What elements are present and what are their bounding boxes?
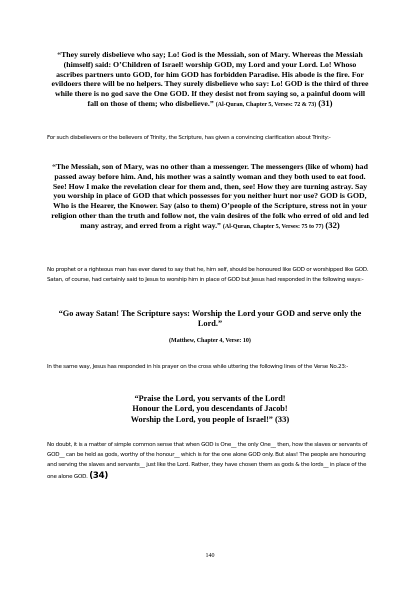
paragraph-text: No doubt, it is a matter of simple common sense that when GOD is One__ the only One__ then, how the slaves or servants of GOD__ can be held as gods, worthy of the honour__ which is for the one alone GOD only. But alas! The people are honouring and serving the slaves and servants__ just like the Lord. Rather, they have chosen them as gods & the lords__ in place of the one alone GOD. (47, 442, 368, 480)
psalm-verse-23 (50, 394, 370, 426)
matthew-quote (50, 309, 370, 347)
quote-citation: (Al-Quran, Chapter 5, Verses: 75 to 77) (222, 223, 324, 230)
page-number: 140 (205, 553, 215, 559)
reference-number: (31) (318, 97, 333, 108)
reference-number: (34) (89, 470, 109, 481)
quote-text: “Go away Satan! The Scripture says: Worship the Lord your GOD and serve only the Lord.” (58, 309, 362, 329)
quran-quote-5-72 (50, 50, 370, 111)
paragraph-prophet-honour: No prophet or a righteous man has ever dared to say that he, him self, should be honoured like GOD or worshipped like GOD. Satan, of course, had certainly said to Jesus to worship him in place of GOD but Jesus had responded in the following ways:- (47, 267, 369, 284)
verse-line-2: Honour the Lord, you descendants of Jacob! (132, 404, 288, 414)
verse-line-1: “Praise the Lord, you servants of the Lord! (134, 394, 286, 403)
verse-line-3: Worship the Lord, you people of Israel!” (130, 415, 273, 425)
quote-text: “They surely disbelieve who say; Lo! God is the Messiah, son of Mary. Whereas the Messiah (himself) said: O’Children of Israel! worship GOD, my Lord and your Lord. Lo! Whoso ascribes partners unto GOD, for him GOD has forbidden Paradise. His abode is the fire. For evildoers there will be no helpers. They surely disbelieve who say: Lo! GOD is the third of three while there is no god save the One GOD. If they desist not from saying so, a painful doom will fall on those of them; who disbelieve.” (51, 50, 369, 108)
reference-number: (33) (274, 414, 290, 425)
quote-citation: (Matthew, Chapter 4, Verse: 10) (169, 338, 251, 345)
reference-number: (32) (325, 219, 340, 230)
quote-citation: (Al-Quran, Chapter 5, Verses: 72 & 73) (215, 101, 317, 108)
quote-text: “The Messiah, son of Mary, was no other than a messenger. The messengers (like of whom) had passed away before him. And, his mother was a saintly woman and they both used to eat food. See! How I make the revelation clear for them and, then, see! How they are turning astray. Say you worship in place of GOD that which possesses for you neither hurt nor use? GOD is GOD, Who is the Hearer, the Knower. Say (also to them) O’people of the Scripture, stress not in your religion other than the truth and follow not, the vain desires of the folk who erred of old and led many astray, and erred from a right way.” (51, 162, 369, 230)
paragraph-trinity-clarification: For such disbelievers or the believers of Trinity, the Scripture, has given a convincing clarification about Trinity:- (47, 135, 331, 141)
paragraph-prayer-on-cross: In the same way, Jesus has responded in his prayer on the cross while uttering the following lines of the Verse No.23:- (47, 364, 349, 370)
quran-quote-5-75 (50, 162, 370, 233)
paragraph-common-sense (47, 440, 369, 482)
